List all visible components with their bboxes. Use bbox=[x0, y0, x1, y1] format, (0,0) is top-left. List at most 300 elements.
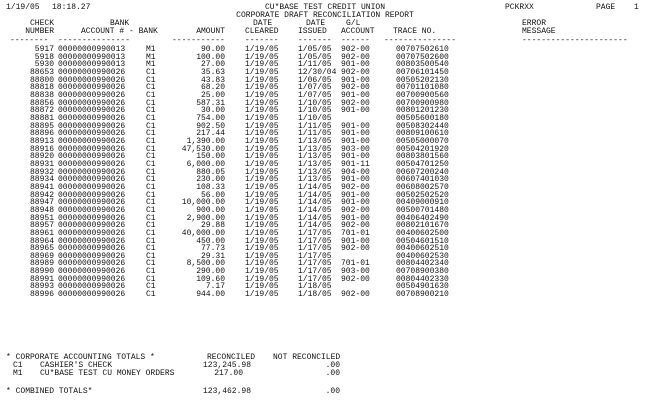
trace-number: 00803500540 bbox=[396, 60, 449, 70]
gl-account: 901-11 bbox=[341, 159, 370, 169]
bank-code: C1 bbox=[146, 221, 156, 231]
date-issued: 1/17/05 bbox=[298, 267, 332, 277]
bank-code: C1 bbox=[146, 113, 156, 123]
col-trace: TRACE NO. bbox=[393, 27, 437, 36]
check-number: 88969 bbox=[29, 251, 54, 261]
amount: 100.00 bbox=[196, 52, 225, 62]
bank-code: C1 bbox=[146, 159, 156, 169]
amount: 43.83 bbox=[200, 75, 225, 85]
total-not-reconciled: .00 bbox=[325, 369, 340, 378]
gl-account: 902-00 bbox=[341, 45, 370, 54]
totals-heading: * CORPORATE ACCOUNTING TOTALS * bbox=[6, 353, 155, 362]
date-issued: 1/17/05 bbox=[298, 228, 332, 238]
check-number: 88895 bbox=[29, 121, 54, 131]
amount: 230.00 bbox=[196, 175, 225, 185]
amount: 150.00 bbox=[196, 152, 225, 162]
check-number: 88934 bbox=[29, 175, 54, 185]
trace-number: 00802101670 bbox=[396, 221, 449, 231]
trace-number: 00500701480 bbox=[396, 205, 449, 215]
check-number: 88951 bbox=[29, 213, 54, 223]
bank-account: 00000000990026 bbox=[58, 251, 126, 261]
trace-number: 00607401030 bbox=[396, 175, 449, 185]
date-issued: 1/13/05 bbox=[298, 136, 332, 146]
trace-number: 00505600180 bbox=[396, 113, 449, 123]
report-date: 1/19/05 bbox=[6, 3, 40, 12]
check-number: 88965 bbox=[29, 244, 54, 254]
date-cleared: 1/19/05 bbox=[245, 67, 279, 77]
amount: 109.60 bbox=[196, 274, 225, 284]
gl-account: 901-00 bbox=[341, 213, 370, 223]
bank-account: 00000000990026 bbox=[58, 205, 126, 215]
bank-code: C1 bbox=[146, 121, 156, 131]
bank-account: 00000000990026 bbox=[58, 136, 126, 146]
date-issued: 1/14/05 bbox=[298, 190, 332, 200]
reconciled-label: RECONCILED bbox=[207, 353, 256, 362]
check-number: 88964 bbox=[29, 236, 54, 246]
trace-number: 00700900560 bbox=[396, 90, 449, 100]
date-cleared: 1/19/05 bbox=[245, 136, 279, 146]
bank-account: 00000000990026 bbox=[58, 175, 126, 185]
date-cleared: 1/19/05 bbox=[245, 113, 279, 123]
dash: --------------- bbox=[384, 36, 457, 45]
trace-number: 00400602530 bbox=[396, 251, 449, 261]
check-number: 88941 bbox=[29, 182, 54, 192]
gl-account: 903-00 bbox=[341, 267, 370, 277]
date-issued: 1/13/05 bbox=[298, 144, 332, 154]
total-code: M1 bbox=[13, 369, 23, 378]
bank-account: 00000000990026 bbox=[58, 144, 126, 154]
gl-account: 904-00 bbox=[341, 167, 370, 177]
trace-number: 00607200240 bbox=[396, 167, 449, 177]
gl-account: 901-00 bbox=[341, 129, 370, 139]
bank-code: C1 bbox=[146, 75, 156, 85]
date-issued: 1/05/05 bbox=[298, 45, 332, 54]
check-number: 88961 bbox=[29, 228, 54, 238]
date-issued: 1/13/05 bbox=[298, 175, 332, 185]
amount: 1,390.00 bbox=[186, 136, 225, 146]
col-error-1: ERROR bbox=[522, 19, 547, 28]
date-issued: 1/11/05 bbox=[298, 121, 332, 131]
bank-account: 00000000990026 bbox=[58, 152, 126, 162]
bank-account: 00000000990013 bbox=[58, 60, 126, 70]
trace-number: 00504601510 bbox=[396, 236, 449, 246]
trace-number: 00803801560 bbox=[396, 152, 449, 162]
date-cleared: 1/19/05 bbox=[245, 205, 279, 215]
date-cleared: 1/19/05 bbox=[245, 167, 279, 177]
date-issued: 1/13/05 bbox=[298, 167, 332, 177]
gl-account: 902-00 bbox=[341, 221, 370, 231]
date-issued: 1/18/05 bbox=[298, 290, 332, 300]
amount: 30.00 bbox=[200, 106, 225, 116]
check-number: 88916 bbox=[29, 144, 54, 154]
amount: 29.31 bbox=[200, 251, 225, 261]
amount: 10,000.00 bbox=[181, 198, 225, 208]
date-issued: 1/18/05 bbox=[298, 282, 332, 292]
date-issued: 1/17/05 bbox=[298, 236, 332, 246]
combined-label: * COMBINED TOTALS* bbox=[6, 387, 93, 396]
date-issued: 1/06/05 bbox=[298, 75, 332, 85]
date-cleared: 1/19/05 bbox=[245, 267, 279, 277]
bank-account: 00000000990026 bbox=[58, 228, 126, 238]
gl-account: 901-00 bbox=[341, 60, 370, 70]
date-cleared: 1/19/05 bbox=[245, 152, 279, 162]
bank-account: 00000000990026 bbox=[58, 75, 126, 85]
check-number: 88920 bbox=[29, 152, 54, 162]
gl-account: 902-00 bbox=[341, 67, 370, 77]
amount: 7.17 bbox=[205, 282, 225, 292]
trace-number: 00505000070 bbox=[396, 136, 449, 146]
amount: 450.00 bbox=[196, 236, 225, 246]
bank-code: M1 bbox=[146, 60, 156, 70]
check-number: 88932 bbox=[29, 167, 54, 177]
date-issued: 1/11/05 bbox=[298, 129, 332, 139]
bank-code: C1 bbox=[146, 205, 156, 215]
check-number: 88818 bbox=[29, 83, 54, 93]
check-number: 88989 bbox=[29, 259, 54, 269]
check-number: 5918 bbox=[34, 52, 54, 62]
total-reconciled: 123,245.98 bbox=[202, 361, 251, 370]
date-cleared: 1/19/05 bbox=[245, 198, 279, 208]
bank-account: 00000000990026 bbox=[58, 221, 126, 231]
trace-number: 00505202130 bbox=[396, 75, 449, 85]
trace-number: 00804402340 bbox=[396, 259, 449, 269]
bank-account: 00000000990026 bbox=[58, 182, 126, 192]
check-number: 88872 bbox=[29, 106, 54, 116]
bank-code: C1 bbox=[146, 129, 156, 139]
trace-number: 00502502520 bbox=[396, 190, 449, 200]
check-number: 88942 bbox=[29, 190, 54, 200]
col-bank-2: ACCOUNT # - BANK bbox=[81, 27, 158, 36]
check-number: 88838 bbox=[29, 90, 54, 100]
date-issued: 1/17/05 bbox=[298, 251, 332, 261]
trace-number: 00708900380 bbox=[396, 267, 449, 277]
bank-code: C1 bbox=[146, 290, 156, 300]
date-issued: 1/05/05 bbox=[298, 52, 332, 62]
dash: ----------- bbox=[172, 36, 225, 45]
bank-account: 00000000990026 bbox=[58, 129, 126, 139]
trace-number: 00400602510 bbox=[396, 244, 449, 254]
trace-number: 00508302440 bbox=[396, 121, 449, 131]
total-reconciled: 217.00 bbox=[214, 369, 243, 378]
trace-number: 00706101450 bbox=[396, 67, 449, 77]
bank-account: 00000000990026 bbox=[58, 290, 126, 300]
bank-code: C1 bbox=[146, 67, 156, 77]
date-cleared: 1/19/05 bbox=[245, 175, 279, 185]
check-number: 88896 bbox=[29, 129, 54, 139]
bank-account: 00000000990026 bbox=[58, 198, 126, 208]
bank-account: 00000000990026 bbox=[58, 236, 126, 246]
gl-account: 902-00 bbox=[341, 83, 370, 93]
gl-account: 901-00 bbox=[341, 90, 370, 100]
bank-account: 00000000990013 bbox=[58, 52, 126, 62]
date-cleared: 1/19/05 bbox=[245, 60, 279, 70]
date-cleared: 1/19/05 bbox=[245, 290, 279, 300]
bank-code: C1 bbox=[146, 274, 156, 284]
gl-account: 902-00 bbox=[341, 182, 370, 192]
date-cleared: 1/19/05 bbox=[245, 190, 279, 200]
date-cleared: 1/19/05 bbox=[245, 129, 279, 139]
bank-code: C1 bbox=[146, 167, 156, 177]
date-cleared: 1/19/05 bbox=[245, 244, 279, 254]
gl-account: 902-00 bbox=[341, 290, 370, 300]
date-cleared: 1/19/05 bbox=[245, 182, 279, 192]
gl-account: 901-00 bbox=[341, 175, 370, 185]
gl-account: 901-00 bbox=[341, 136, 370, 146]
date-cleared: 1/19/05 bbox=[245, 75, 279, 85]
total-desc: CU*BASE TEST CU MONEY ORDERS bbox=[40, 369, 175, 378]
bank-code: C1 bbox=[146, 83, 156, 93]
date-issued: 1/14/05 bbox=[298, 221, 332, 231]
check-number: 88800 bbox=[29, 75, 54, 85]
date-issued: 1/13/05 bbox=[298, 159, 332, 169]
trace-number: 00504201920 bbox=[396, 144, 449, 154]
bank-account: 00000000990026 bbox=[58, 98, 126, 108]
total-desc: CASHIER'S CHECK bbox=[40, 361, 113, 370]
trace-number: 00707502600 bbox=[396, 52, 449, 62]
amount: 47,530.00 bbox=[181, 144, 225, 154]
amount: 90.00 bbox=[200, 45, 225, 54]
date-cleared: 1/19/05 bbox=[245, 121, 279, 131]
date-issued: 1/11/05 bbox=[298, 60, 332, 70]
gl-account: 701-01 bbox=[341, 228, 370, 238]
org-name: CU*BASE TEST CREDIT UNION bbox=[264, 3, 386, 12]
trace-number: 00406402490 bbox=[396, 213, 449, 223]
bank-code: C1 bbox=[146, 259, 156, 269]
bank-code: C1 bbox=[146, 182, 156, 192]
date-cleared: 1/19/05 bbox=[245, 251, 279, 261]
bank-account: 00000000990026 bbox=[58, 267, 126, 277]
col-gl-2: ACCOUNT bbox=[341, 27, 375, 36]
check-number: 88990 bbox=[29, 267, 54, 277]
amount: 754.00 bbox=[196, 113, 225, 123]
col-check-2: NUMBER bbox=[25, 27, 54, 36]
trace-number: 00804402330 bbox=[396, 274, 449, 284]
dash: ---------------------- bbox=[522, 36, 628, 45]
amount: 900.00 bbox=[196, 205, 225, 215]
date-cleared: 1/19/05 bbox=[245, 228, 279, 238]
gl-account: 902-00 bbox=[341, 52, 370, 62]
trace-number: 00400602500 bbox=[396, 228, 449, 238]
gl-account: 901-00 bbox=[341, 152, 370, 162]
date-cleared: 1/19/05 bbox=[245, 106, 279, 116]
amount: 25.00 bbox=[200, 90, 225, 100]
not-reconciled-label: NOT RECONCILED bbox=[273, 353, 341, 362]
col-cleared-1: DATE bbox=[253, 19, 273, 28]
gl-account: 901-00 bbox=[341, 75, 370, 85]
trace-number: 00409000910 bbox=[396, 198, 449, 208]
col-bank-1: BANK bbox=[110, 19, 130, 28]
bank-code: C1 bbox=[146, 136, 156, 146]
check-number: 5917 bbox=[34, 45, 54, 54]
amount: 902.50 bbox=[196, 121, 225, 131]
bank-code: C1 bbox=[146, 198, 156, 208]
date-cleared: 1/19/05 bbox=[245, 221, 279, 231]
bank-account: 00000000990026 bbox=[58, 90, 126, 100]
date-cleared: 1/19/05 bbox=[245, 45, 279, 54]
date-issued: 1/17/05 bbox=[298, 244, 332, 254]
gl-account: 901-00 bbox=[341, 121, 370, 131]
check-number: 88957 bbox=[29, 221, 54, 231]
date-cleared: 1/19/05 bbox=[245, 259, 279, 269]
date-issued: 1/14/05 bbox=[298, 213, 332, 223]
check-number: 88996 bbox=[29, 290, 54, 300]
amount: 68.20 bbox=[200, 83, 225, 93]
date-cleared: 1/19/05 bbox=[245, 144, 279, 154]
trace-number: 00504701250 bbox=[396, 159, 449, 169]
bank-account: 00000000990026 bbox=[58, 67, 126, 77]
col-gl-1: G/L bbox=[346, 19, 361, 28]
report-title: CORPORATE DRAFT RECONCILIATION REPORT bbox=[236, 11, 414, 20]
date-cleared: 1/19/05 bbox=[245, 282, 279, 292]
total-not-reconciled: .00 bbox=[325, 361, 340, 370]
date-cleared: 1/19/05 bbox=[245, 213, 279, 223]
bank-code: C1 bbox=[146, 282, 156, 292]
trace-number: 00707502610 bbox=[396, 45, 449, 54]
gl-account: 902-00 bbox=[341, 205, 370, 215]
amount: 77.73 bbox=[200, 244, 225, 254]
gl-account: 901-00 bbox=[341, 106, 370, 116]
check-number: 88991 bbox=[29, 274, 54, 284]
total-code: C1 bbox=[13, 361, 23, 370]
date-cleared: 1/19/05 bbox=[245, 159, 279, 169]
bank-code: C1 bbox=[146, 144, 156, 154]
date-cleared: 1/19/05 bbox=[245, 98, 279, 108]
check-number: 88948 bbox=[29, 205, 54, 215]
amount: 6,000.00 bbox=[186, 159, 225, 169]
amount: 587.31 bbox=[196, 98, 225, 108]
gl-account: 901-00 bbox=[341, 236, 370, 246]
amount: 880.05 bbox=[196, 167, 225, 177]
col-error-2: MESSAGE bbox=[522, 27, 556, 36]
gl-account: 901-00 bbox=[341, 198, 370, 208]
date-issued: 12/30/04 bbox=[298, 67, 337, 77]
gl-account: 701-01 bbox=[341, 259, 370, 269]
gl-account: 902-00 bbox=[341, 244, 370, 254]
gl-account: 902-00 bbox=[341, 274, 370, 284]
bank-code: C1 bbox=[146, 236, 156, 246]
date-cleared: 1/19/05 bbox=[245, 274, 279, 284]
trace-number: 00801201230 bbox=[396, 106, 449, 116]
amount: 27.00 bbox=[200, 60, 225, 70]
date-issued: 1/14/05 bbox=[298, 205, 332, 215]
date-cleared: 1/19/05 bbox=[245, 90, 279, 100]
bank-code: C1 bbox=[146, 175, 156, 185]
date-issued: 1/07/05 bbox=[298, 90, 332, 100]
dash: ------ bbox=[341, 36, 370, 45]
check-number: 88993 bbox=[29, 282, 54, 292]
check-number: 88881 bbox=[29, 113, 54, 123]
date-issued: 1/07/05 bbox=[298, 83, 332, 93]
gl-account: 903-00 bbox=[341, 144, 370, 154]
bank-account: 00000000990026 bbox=[58, 106, 126, 116]
trace-number: 00809100610 bbox=[396, 129, 449, 139]
col-amount: AMOUNT bbox=[196, 27, 225, 36]
amount: 40,000.00 bbox=[181, 228, 225, 238]
amount: 108.33 bbox=[196, 182, 225, 192]
bank-code: C1 bbox=[146, 152, 156, 162]
gl-account: 902-00 bbox=[341, 98, 370, 108]
amount: 217.44 bbox=[196, 129, 225, 139]
amount: 290.00 bbox=[196, 267, 225, 277]
trace-number: 00608002570 bbox=[396, 182, 449, 192]
bank-code: M1 bbox=[146, 52, 156, 62]
bank-code: C1 bbox=[146, 90, 156, 100]
col-issued-2: ISSUED bbox=[298, 27, 327, 36]
date-issued: 1/14/05 bbox=[298, 182, 332, 192]
bank-account: 00000000990026 bbox=[58, 113, 126, 123]
date-cleared: 1/19/05 bbox=[245, 236, 279, 246]
date-cleared: 1/19/05 bbox=[245, 52, 279, 62]
trace-number: 00701101080 bbox=[396, 83, 449, 93]
bank-code: C1 bbox=[146, 213, 156, 223]
dash: --------------- bbox=[58, 36, 131, 45]
bank-account: 00000000990026 bbox=[58, 213, 126, 223]
bank-code: C1 bbox=[146, 106, 156, 116]
amount: 944.00 bbox=[196, 290, 225, 300]
gl-account: 901-00 bbox=[341, 190, 370, 200]
report-time: 18:18.27 bbox=[52, 3, 91, 12]
date-issued: 1/17/05 bbox=[298, 274, 332, 284]
bank-account: 00000000990026 bbox=[58, 259, 126, 269]
trace-number: 00708900210 bbox=[396, 290, 449, 300]
bank-account: 00000000990026 bbox=[58, 83, 126, 93]
bank-code: M1 bbox=[146, 45, 156, 54]
amount: 29.88 bbox=[200, 221, 225, 231]
bank-code: C1 bbox=[146, 228, 156, 238]
date-issued: 1/17/05 bbox=[298, 259, 332, 269]
trace-number: 00504901630 bbox=[396, 282, 449, 292]
date-issued: 1/10/05 bbox=[298, 106, 332, 116]
check-number: 88947 bbox=[29, 198, 54, 208]
combined-reconciled: 123,462.98 bbox=[202, 387, 251, 396]
col-cleared-2: CLEARED bbox=[245, 27, 279, 36]
bank-account: 00000000990026 bbox=[58, 159, 126, 169]
date-cleared: 1/19/05 bbox=[245, 83, 279, 93]
date-issued: 1/13/05 bbox=[298, 152, 332, 162]
bank-account: 00000000990026 bbox=[58, 167, 126, 177]
bank-code: C1 bbox=[146, 244, 156, 254]
page-label: PAGE bbox=[596, 3, 616, 12]
check-number: 5930 bbox=[34, 60, 54, 70]
bank-code: C1 bbox=[146, 251, 156, 261]
program-id: PCKRXX bbox=[505, 3, 534, 12]
bank-code: C1 bbox=[146, 190, 156, 200]
date-issued: 1/10/05 bbox=[298, 113, 332, 123]
page-number: 1 bbox=[634, 3, 639, 12]
bank-code: C1 bbox=[146, 98, 156, 108]
dash: -------- bbox=[10, 36, 49, 45]
col-issued-1: DATE bbox=[306, 19, 326, 28]
amount: 35.63 bbox=[200, 67, 225, 77]
check-number: 88931 bbox=[29, 159, 54, 169]
bank-account: 00000000990026 bbox=[58, 244, 126, 254]
date-issued: 1/14/05 bbox=[298, 198, 332, 208]
col-check-1: CHECK bbox=[29, 19, 54, 28]
dash: ------- bbox=[245, 36, 279, 45]
bank-account: 00000000990026 bbox=[58, 190, 126, 200]
amount: 2,900.00 bbox=[186, 213, 225, 223]
dash: ------- bbox=[298, 36, 332, 45]
amount: 56.00 bbox=[200, 190, 225, 200]
bank-account: 00000000990013 bbox=[58, 45, 126, 54]
bank-code: C1 bbox=[146, 267, 156, 277]
check-number: 88653 bbox=[29, 67, 54, 77]
amount: 8,500.00 bbox=[186, 259, 225, 269]
combined-not-reconciled: .00 bbox=[325, 387, 340, 396]
check-number: 88856 bbox=[29, 98, 54, 108]
trace-number: 00700900980 bbox=[396, 98, 449, 108]
bank-account: 00000000990026 bbox=[58, 121, 126, 131]
